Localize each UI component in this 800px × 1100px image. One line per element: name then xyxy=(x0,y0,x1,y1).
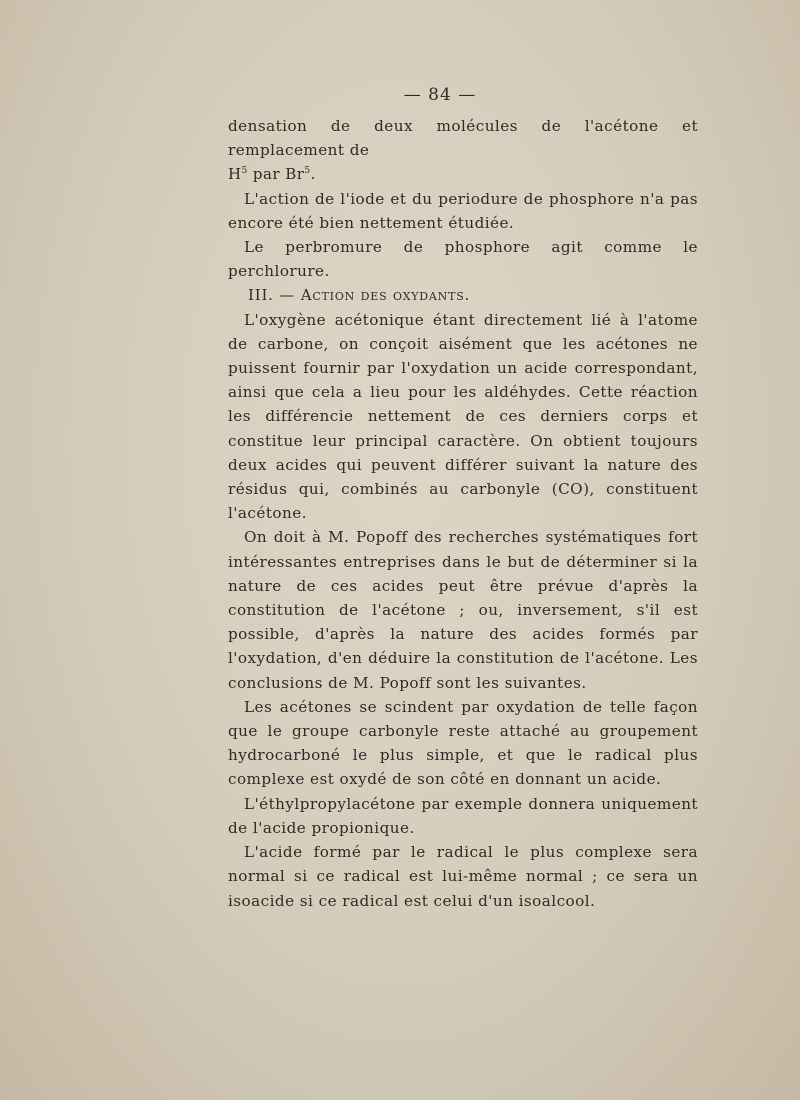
section-heading xyxy=(228,283,698,307)
formula-end: . xyxy=(310,165,316,184)
section-heading-number: III. — xyxy=(248,286,301,305)
paragraph-3: Le perbromure de phosphore agit comme le perchlorure. xyxy=(228,238,698,281)
body-text xyxy=(228,114,698,913)
formula-h-sup: 5 xyxy=(241,166,248,177)
paragraph-5: On doit à M. Popoff des recherches systématiques fort intéressantes entreprises dans le but de déterminer si la nature de ces acides peut être prévue d'après la constitution de l'acétone ; ou, inversement, s'il est possible, d'après la nature des acides formés par l'oxydation, d'en déduire la constitution de l'acétone. Les conclusions de M. Popoff sont les suivantes. xyxy=(228,528,698,692)
formula-h: H xyxy=(228,165,242,184)
paragraph-1-text: densation de deux molécules de l'acétone et remplacement de xyxy=(228,117,698,160)
formula-mid: par Br xyxy=(247,165,305,184)
page-number: — 84 — xyxy=(403,85,477,105)
paragraph-4: L'oxygène acétonique étant directement lié à l'atome de carbone, on conçoit aisément que les acétones ne puissent fournir par l'oxydation un acide correspondant, ainsi que cela a lieu pour les aldéhydes. Cette réaction les différencie nettement de ces derniers corps et constitue leur principal caractère. On obtient toujours deux acides qui peuvent différer suivant la nature des résidus qui, combinés au carbonyle (CO), constituent l'acétone. xyxy=(228,310,698,523)
formula-br-sup: 5 xyxy=(304,166,311,177)
paragraph-6: Les acétones se scindent par oxydation de telle façon que le groupe carbonyle reste attaché au groupement hydrocarboné le plus simple, et que le radical plus complexe est oxydé de son côté en donnant un acide. xyxy=(228,697,698,789)
section-heading-text: Action des oxydants. xyxy=(300,286,471,305)
paragraph-7: L'éthylpropylacétone par exemple donnera uniquement de l'acide propionique. xyxy=(228,794,698,837)
paragraph-2: L'action de l'iode et du periodure de phosphore n'a pas encore été bien nettement étudiée. xyxy=(228,189,698,232)
paragraph-8: L'acide formé par le radical le plus complexe sera normal si ce radical est lui-même normal ; ce sera un isoacide si ce radical est celui d'un isoalcool. xyxy=(228,843,698,910)
paragraph-1 xyxy=(228,114,698,187)
